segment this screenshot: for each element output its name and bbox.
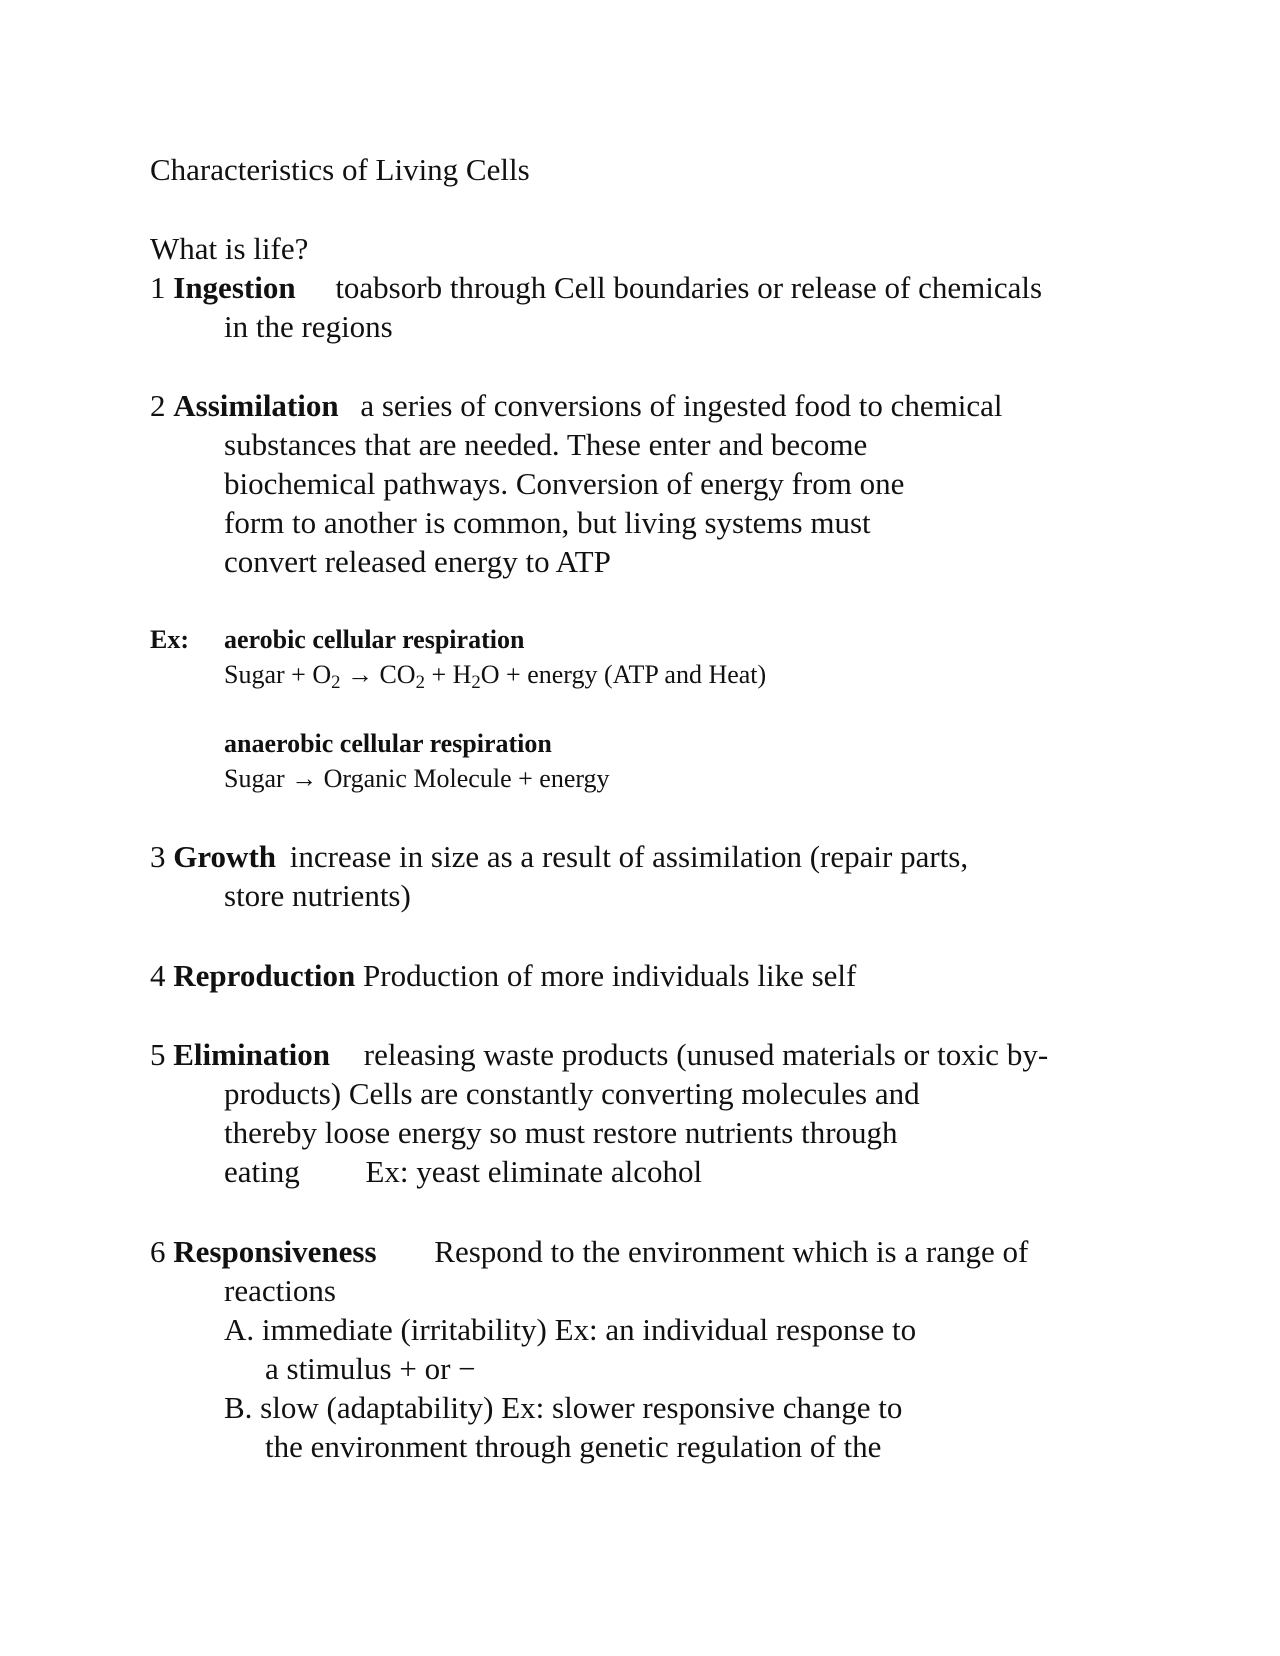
item-assimilation bbox=[150, 387, 1003, 425]
item-number: 1 bbox=[150, 270, 166, 305]
item-text: in the regions bbox=[224, 309, 393, 344]
item-ingestion bbox=[150, 269, 1042, 307]
item-text: substances that are needed. These enter and become bbox=[224, 427, 868, 462]
item-number: 4 bbox=[150, 958, 166, 993]
item-text: Respond to the environment which is a range of bbox=[434, 1234, 1029, 1269]
item-text: form to another is common, but living systems must bbox=[224, 505, 871, 540]
item-number: 2 bbox=[150, 388, 166, 423]
example-label: Ex: bbox=[150, 625, 189, 654]
item-growth bbox=[150, 838, 968, 876]
item-text: biochemical pathways. Conversion of energy from one bbox=[224, 466, 905, 501]
item-text: toabsorb through Cell boundaries or release of chemicals bbox=[335, 270, 1043, 305]
sub-item-b: B. slow (adaptability) Ex: slower responsive change to bbox=[224, 1390, 903, 1425]
item-elimination bbox=[150, 1036, 1048, 1074]
item-text: reactions bbox=[224, 1273, 336, 1308]
sub-item-a: A. immediate (irritability) Ex: an individual response to bbox=[224, 1312, 917, 1347]
item-example: Ex: yeast eliminate alcohol bbox=[365, 1154, 703, 1189]
item-text: the environment through genetic regulation of the bbox=[265, 1429, 882, 1464]
item-term: Assimilation bbox=[173, 388, 339, 423]
item-responsiveness bbox=[150, 1233, 1028, 1271]
item-number: 6 bbox=[150, 1234, 166, 1269]
item-text: products) Cells are constantly converting molecules and bbox=[224, 1076, 920, 1111]
item-text: convert released energy to ATP bbox=[224, 544, 611, 579]
aerobic-heading: aerobic cellular respiration bbox=[224, 625, 525, 654]
item-text: increase in size as a result of assimilation (repair parts, bbox=[289, 839, 969, 874]
item-text: thereby loose energy so must restore nutrients through bbox=[224, 1115, 898, 1150]
anaerobic-heading: anaerobic cellular respiration bbox=[224, 729, 552, 758]
item-reproduction bbox=[150, 957, 856, 995]
item-term: Growth bbox=[173, 839, 277, 874]
item-text: store nutrients) bbox=[224, 878, 411, 913]
item-text: eating Ex: yeast eliminate alcohol bbox=[224, 1154, 703, 1189]
item-term: Elimination bbox=[173, 1037, 331, 1072]
question-heading: What is life? bbox=[150, 231, 309, 266]
item-term: Responsiveness bbox=[173, 1234, 377, 1269]
item-number: 3 bbox=[150, 839, 166, 874]
anaerobic-equation: Sugar → Organic Molecule + energy bbox=[224, 764, 610, 793]
document-title: Characteristics of Living Cells bbox=[150, 152, 530, 187]
item-text: Production of more individuals like self bbox=[363, 958, 857, 993]
item-number: 5 bbox=[150, 1037, 166, 1072]
item-term: Reproduction bbox=[173, 958, 356, 993]
item-text: a stimulus + or − bbox=[265, 1351, 476, 1386]
item-text: releasing waste products (unused materials or toxic by- bbox=[363, 1037, 1049, 1072]
aerobic-equation: Sugar + $O_2 \to CO_2 + H_2O$ + energy (ATP and Heat) bbox=[224, 660, 767, 694]
item-term: Ingestion bbox=[173, 270, 296, 305]
item-text: a series of conversions of ingested food to chemical bbox=[360, 388, 1003, 423]
